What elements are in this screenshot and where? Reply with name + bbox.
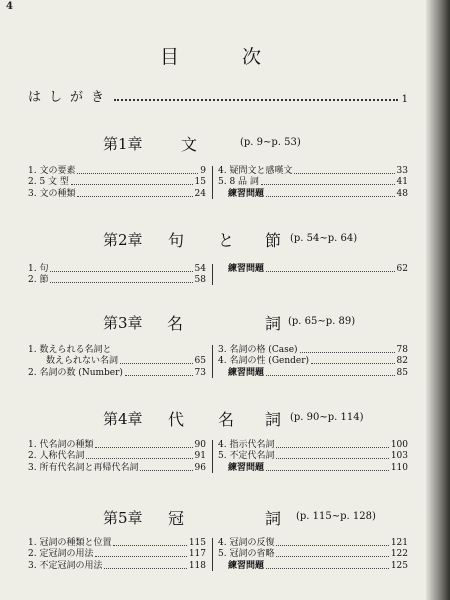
dot-leader: [113, 545, 186, 546]
dot-leader: [266, 470, 389, 471]
toc-entry-title: 練習問題: [228, 462, 265, 473]
chapter-title-char: 詞: [265, 410, 282, 429]
dot-leader: [294, 173, 394, 174]
sections-right-column: [218, 262, 408, 274]
toc-entry: [218, 262, 408, 274]
chapter-title-char: 文: [181, 135, 198, 154]
toc-entry-page: 121: [390, 537, 408, 548]
chapter-page-range: (p. 54∼p. 64): [290, 233, 358, 244]
toc-entry-page: 103: [390, 451, 408, 461]
sections-right-column: [218, 438, 408, 473]
toc-entry-page: 110: [390, 462, 408, 473]
page-title: 目 次: [160, 46, 284, 68]
sections-left-column: [28, 438, 206, 473]
toc-entry: [28, 176, 206, 188]
sections-left-column: [28, 262, 206, 285]
toc-entry: [218, 187, 408, 199]
toc-entry-title: 2. 5 文 型: [28, 177, 69, 187]
toc-entry-page: 117: [188, 549, 206, 559]
dot-leader: [276, 545, 388, 546]
toc-entry-page: 118: [188, 560, 206, 571]
dot-leader: [114, 99, 398, 101]
toc-entry-page: 65: [194, 356, 206, 366]
toc-entry-title: 4. 疑問文と感嘆文: [218, 165, 293, 176]
sections-left-column: [28, 164, 206, 199]
toc-entry-page: 122: [390, 549, 408, 559]
toc-entry: [218, 355, 408, 367]
dot-leader: [140, 470, 192, 471]
dot-leader: [276, 447, 388, 448]
chapter-title-char: 代: [168, 410, 185, 429]
toc-entry-title: 3. 所有代名詞と再帰代名詞: [28, 462, 139, 473]
dot-leader: [261, 184, 395, 185]
chapter-title-char: 冠: [168, 509, 185, 528]
toc-entry: [28, 274, 206, 286]
chapter-number: 第1章: [103, 135, 143, 153]
toc-entry: [218, 461, 408, 473]
toc-entry-title: 数えられない名詞: [28, 356, 119, 366]
chapter-sections: [28, 164, 408, 199]
toc-entry-title: 5. 冠詞の省略: [218, 549, 275, 559]
toc-entry-page: 91: [194, 451, 206, 461]
dot-leader: [95, 447, 192, 448]
chapter-sections: [28, 536, 408, 571]
toc-entry-title: 5. 不定代名詞: [218, 451, 275, 461]
dot-leader: [276, 458, 388, 459]
toc-entry-title: 4. 冠詞の反復: [218, 537, 275, 548]
dot-leader: [311, 363, 395, 364]
toc-entry-title: 3. 不定冠詞の用法: [28, 560, 103, 571]
toc-entry: [28, 559, 206, 571]
toc-entry-page: 90: [194, 439, 206, 450]
chapter-number: 第5章: [103, 509, 143, 527]
preface-page: 1: [401, 94, 408, 105]
chapter-heading: [0, 408, 450, 430]
dot-leader: [266, 568, 389, 569]
toc-entry: [28, 450, 206, 462]
dot-leader: [50, 282, 192, 283]
toc-entry: [28, 536, 206, 548]
toc-entry-page: 33: [396, 165, 408, 176]
toc-entry-page: 115: [188, 537, 206, 548]
toc-entry: [28, 366, 206, 378]
toc-entry-page: 48: [396, 188, 408, 199]
toc-entry-title: 1. 数えられる名詞と: [28, 344, 112, 355]
toc-entry-page: 85: [396, 367, 408, 378]
toc-entry: [218, 438, 408, 450]
dot-leader: [266, 271, 395, 272]
toc-entry-title: 2. 節: [28, 275, 49, 285]
dot-leader: [104, 568, 186, 569]
toc-entry: [28, 262, 206, 274]
toc-entry-page: 100: [390, 439, 408, 450]
toc-entry-title: 1. 代名詞の種類: [28, 439, 94, 450]
dot-leader: [266, 196, 395, 197]
dot-leader: [276, 556, 388, 557]
chapter-page-range: (p. 115∼p. 128): [296, 511, 376, 522]
chapter-page-range: (p. 9∼p. 53): [240, 137, 301, 148]
toc-entry: [218, 450, 408, 462]
dot-leader: [266, 375, 395, 376]
toc-entry-page: 24: [194, 188, 206, 199]
toc-entry-page: 96: [194, 462, 206, 473]
toc-entry-title: 練習問題: [228, 188, 265, 199]
toc-entry: [28, 461, 206, 473]
toc-entry: [28, 343, 206, 355]
chapter-heading: [0, 312, 450, 334]
toc-entry-title: 1. 冠詞の種類と位置: [28, 537, 112, 548]
toc-entry: [218, 559, 408, 571]
toc-entry-title: 1. 句: [28, 263, 49, 274]
dot-leader: [71, 184, 193, 185]
chapter-title-char: 節: [265, 231, 282, 250]
dot-leader: [50, 271, 192, 272]
toc-entry: [218, 548, 408, 560]
toc-entry-page: 125: [390, 560, 408, 571]
toc-entry-title: 5. 8 品 詞: [218, 177, 259, 187]
toc-entry-page: 54: [194, 263, 206, 274]
chapter-title-char: 名: [167, 314, 184, 333]
chapter-heading: [0, 507, 450, 529]
toc-entry-title: 練習問題: [228, 263, 265, 274]
toc-entry: [28, 548, 206, 560]
toc-entry-page: 78: [396, 344, 408, 355]
toc-entry-title: 3. 名詞の格 (Case): [218, 344, 298, 355]
page-number: 4: [6, 1, 13, 12]
sections-right-column: [218, 343, 408, 378]
toc-entry: [218, 164, 408, 176]
toc-entry: [28, 438, 206, 450]
dot-leader: [300, 352, 395, 353]
chapter-heading: [0, 229, 450, 251]
toc-entry-page: 9: [200, 165, 206, 176]
chapter-number: 第3章: [103, 314, 143, 332]
toc-entry-page: 41: [396, 177, 408, 187]
toc-entry-title: 1. 文の要素: [28, 165, 76, 176]
dot-leader: [125, 375, 193, 376]
toc-entry-title: 練習問題: [228, 560, 265, 571]
toc-entry-page: 58: [194, 275, 206, 285]
preface-entry: [28, 86, 408, 105]
chapter-sections: [28, 262, 408, 285]
chapter-sections: [28, 343, 408, 378]
chapter-title-char: 詞: [265, 314, 282, 333]
chapter-title-char: 詞: [265, 509, 282, 528]
toc-entry-title: 4. 名詞の性 (Gender): [218, 356, 310, 366]
dot-leader: [86, 458, 192, 459]
toc-entry-title: 2. 人称代名詞: [28, 451, 85, 461]
toc-entry: [28, 355, 206, 367]
chapter-title-char: と: [218, 231, 235, 250]
toc-entry: [28, 164, 206, 176]
dot-leader: [77, 173, 198, 174]
toc-entry-title: 2. 定冠詞の用法: [28, 549, 94, 559]
chapter-title-char: 句: [168, 231, 185, 250]
toc-entry-title: 2. 名詞の数 (Number): [28, 367, 123, 378]
toc-entry: [218, 366, 408, 378]
toc-entry: [218, 536, 408, 548]
toc-entry: [28, 187, 206, 199]
dot-leader: [77, 196, 192, 197]
toc-entry-title: 4. 指示代名詞: [218, 439, 275, 450]
toc-entry: [218, 343, 408, 355]
column-divider: [212, 345, 213, 378]
toc-entry: [218, 176, 408, 188]
toc-entry-page: 73: [194, 367, 206, 378]
chapter-sections: [28, 438, 408, 473]
sections-right-column: [218, 164, 408, 199]
sections-left-column: [28, 343, 206, 378]
toc-entry-title: 練習問題: [228, 367, 265, 378]
chapter-number: 第4章: [103, 410, 143, 428]
chapter-page-range: (p. 90∼p. 114): [290, 412, 364, 423]
dot-leader: [120, 363, 193, 364]
sections-left-column: [28, 536, 206, 571]
chapter-number: 第2章: [103, 231, 143, 249]
column-divider: [212, 166, 213, 199]
column-divider: [212, 440, 213, 473]
sections-right-column: [218, 536, 408, 571]
toc-entry-page: 62: [396, 263, 408, 274]
toc-entry-title: 3. 文の種類: [28, 188, 76, 199]
toc-entry-page: 15: [194, 177, 206, 187]
chapter-heading: [0, 133, 450, 155]
chapter-page-range: (p. 65∼p. 89): [288, 316, 356, 327]
column-divider: [212, 264, 213, 285]
preface-label: はしがき: [28, 90, 113, 105]
dot-leader: [95, 556, 186, 557]
column-divider: [212, 538, 213, 571]
chapter-title-char: 名: [218, 410, 235, 429]
toc-entry-page: 82: [396, 356, 408, 366]
